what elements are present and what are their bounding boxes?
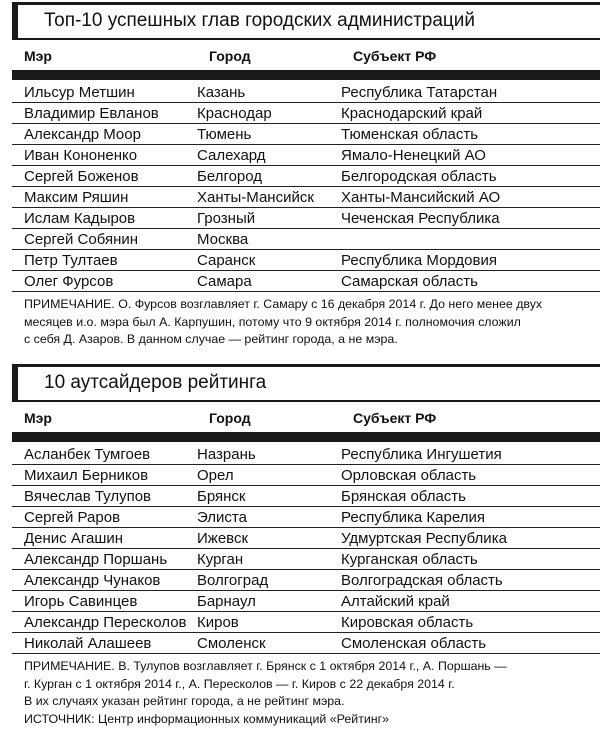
cell-mayor: Ислам Кадыров (24, 210, 136, 227)
bottom-title: 10 аутсайдеров рейтинга (44, 372, 267, 393)
top-header-line (12, 38, 600, 40)
cell-city: Белгород (197, 168, 263, 185)
cell-mayor: Асланбек Тумгоев (24, 446, 151, 463)
note-line: месяцев и.о. мэра был А. Карпушин, потому что 9 октября 2014 г. полномочия сложил (24, 314, 521, 329)
cell-mayor: Иван Кононенко (24, 147, 138, 164)
cell-city: Брянск (197, 488, 246, 505)
table-row (12, 612, 600, 633)
cell-region: Самарская область (341, 273, 478, 290)
table-row (12, 166, 600, 187)
cell-city: Курган (197, 551, 244, 568)
table-row (12, 82, 600, 103)
cell-city: Саранск (197, 252, 256, 269)
cell-city: Ханты-Мансийск (197, 189, 314, 206)
top-header-bar (12, 70, 600, 80)
note-line: В их случаях указан рейтинг города, а не рейтинг мэра. (24, 694, 345, 708)
bottom-header-line (12, 400, 600, 402)
cell-city: Волгоград (197, 572, 269, 589)
cell-mayor: Александр Моор (24, 126, 141, 143)
top-title: Топ-10 успешных глав городских администраций (44, 10, 476, 31)
cell-mayor: Михаил Берников (24, 467, 149, 484)
header-city: Город (209, 410, 251, 426)
cell-region: Брянская область (341, 488, 466, 505)
cell-mayor: Ильсур Метшин (24, 84, 135, 101)
cell-city: Краснодар (197, 105, 272, 122)
table-row (12, 444, 600, 465)
cell-region: Кировская область (341, 614, 474, 631)
cell-region: Белгородская область (341, 168, 497, 185)
cell-region: Чеченская Республика (341, 210, 500, 227)
cell-region: Республика Мордовия (341, 252, 497, 269)
cell-region: Орловская область (341, 467, 477, 484)
cell-region: Республика Ингушетия (341, 446, 502, 463)
cell-city: Барнаул (197, 593, 256, 610)
table-row (12, 271, 600, 292)
note-line: ИСТОЧНИК: Центр информационных коммуникаций «Рейтинг» (24, 711, 390, 726)
cell-mayor: Игорь Савинцев (24, 593, 138, 610)
table-row (12, 591, 600, 612)
top-note (24, 296, 590, 349)
cell-city: Ижевск (197, 530, 249, 547)
cell-city: Грозный (197, 210, 256, 227)
header-city: Город (209, 48, 251, 64)
cell-mayor: Владимир Евланов (24, 105, 159, 122)
bottom-section (0, 362, 600, 740)
table-row (12, 570, 600, 591)
cell-mayor: Сергей Собянин (24, 231, 139, 248)
header-region: Субъект РФ (353, 410, 437, 426)
cell-mayor: Максим Ряшин (24, 189, 129, 206)
cell-mayor: Александр Поршань (24, 551, 168, 568)
cell-region: Волгоградская область (341, 572, 503, 589)
note-line: ПРИМЕЧАНИЕ. О. Фурсов возглавляет г. Самару с 16 декабря 2014 г. До него менее двух (24, 297, 543, 311)
bottom-header-bar (12, 432, 600, 442)
table-row (12, 507, 600, 528)
cell-region: Курганская область (341, 551, 478, 568)
cell-mayor: Сергей Раров (24, 509, 121, 526)
cell-city: Киров (197, 614, 239, 631)
table-row (12, 124, 600, 145)
cell-city: Салехард (197, 147, 266, 164)
cell-mayor: Александр Чунаков (24, 572, 161, 589)
cell-mayor: Денис Агашин (24, 530, 124, 547)
cell-mayor: Петр Тултаев (24, 252, 118, 269)
note-line: г. Курган с 1 октября 2014 г., А. Пересколов — г. Киров с 22 декабря 2014 г. (24, 676, 455, 691)
cell-mayor: Вячеслав Тулупов (24, 488, 152, 505)
table-row (12, 465, 600, 486)
table-row (12, 145, 600, 166)
cell-city: Тюмень (197, 126, 252, 143)
cell-region: Республика Карелия (341, 509, 485, 526)
cell-mayor: Олег Фурсов (24, 273, 114, 290)
bottom-note (24, 658, 590, 728)
cell-mayor: Сергей Боженов (24, 168, 139, 185)
table-row (12, 486, 600, 507)
cell-city: Элиста (197, 509, 247, 526)
header-mayor: Мэр (24, 410, 52, 426)
note-line: ПРИМЕЧАНИЕ. В. Тулупов возглавляет г. Брянск с 1 октября 2014 г., А. Поршань — (24, 659, 507, 673)
table-row (12, 549, 600, 570)
cell-city: Орел (197, 467, 234, 484)
table-row (12, 208, 600, 229)
table-row (12, 250, 600, 271)
cell-city: Назрань (197, 446, 256, 463)
table-row (12, 528, 600, 549)
cell-region: Смоленская область (341, 635, 487, 652)
cell-region: Удмуртская Республика (341, 530, 507, 547)
table-row (12, 187, 600, 208)
table-row (12, 633, 600, 654)
top-section (0, 0, 600, 350)
cell-region: Тюменская область (341, 126, 479, 143)
header-region: Субъект РФ (353, 48, 437, 64)
cell-city: Казань (197, 84, 246, 101)
table-row (12, 229, 600, 250)
cell-city: Смоленск (197, 635, 266, 652)
cell-region: Ханты-Мансийский АО (341, 189, 501, 206)
cell-region: Краснодарский край (341, 105, 483, 122)
table-row (12, 103, 600, 124)
cell-region: Ямало-Ненецкий АО (341, 147, 486, 164)
cell-region: Алтайский край (341, 593, 450, 610)
cell-region: Республика Татарстан (341, 84, 498, 101)
note-line: с себя Д. Азаров. В данном случае — рейтинг города, а не мэра. (24, 332, 398, 346)
cell-mayor: Николай Алашеев (24, 635, 152, 652)
cell-city: Москва (197, 231, 249, 248)
cell-city: Самара (197, 273, 252, 290)
header-mayor: Мэр (24, 48, 52, 64)
cell-mayor: Александр Пересколов (24, 614, 187, 631)
